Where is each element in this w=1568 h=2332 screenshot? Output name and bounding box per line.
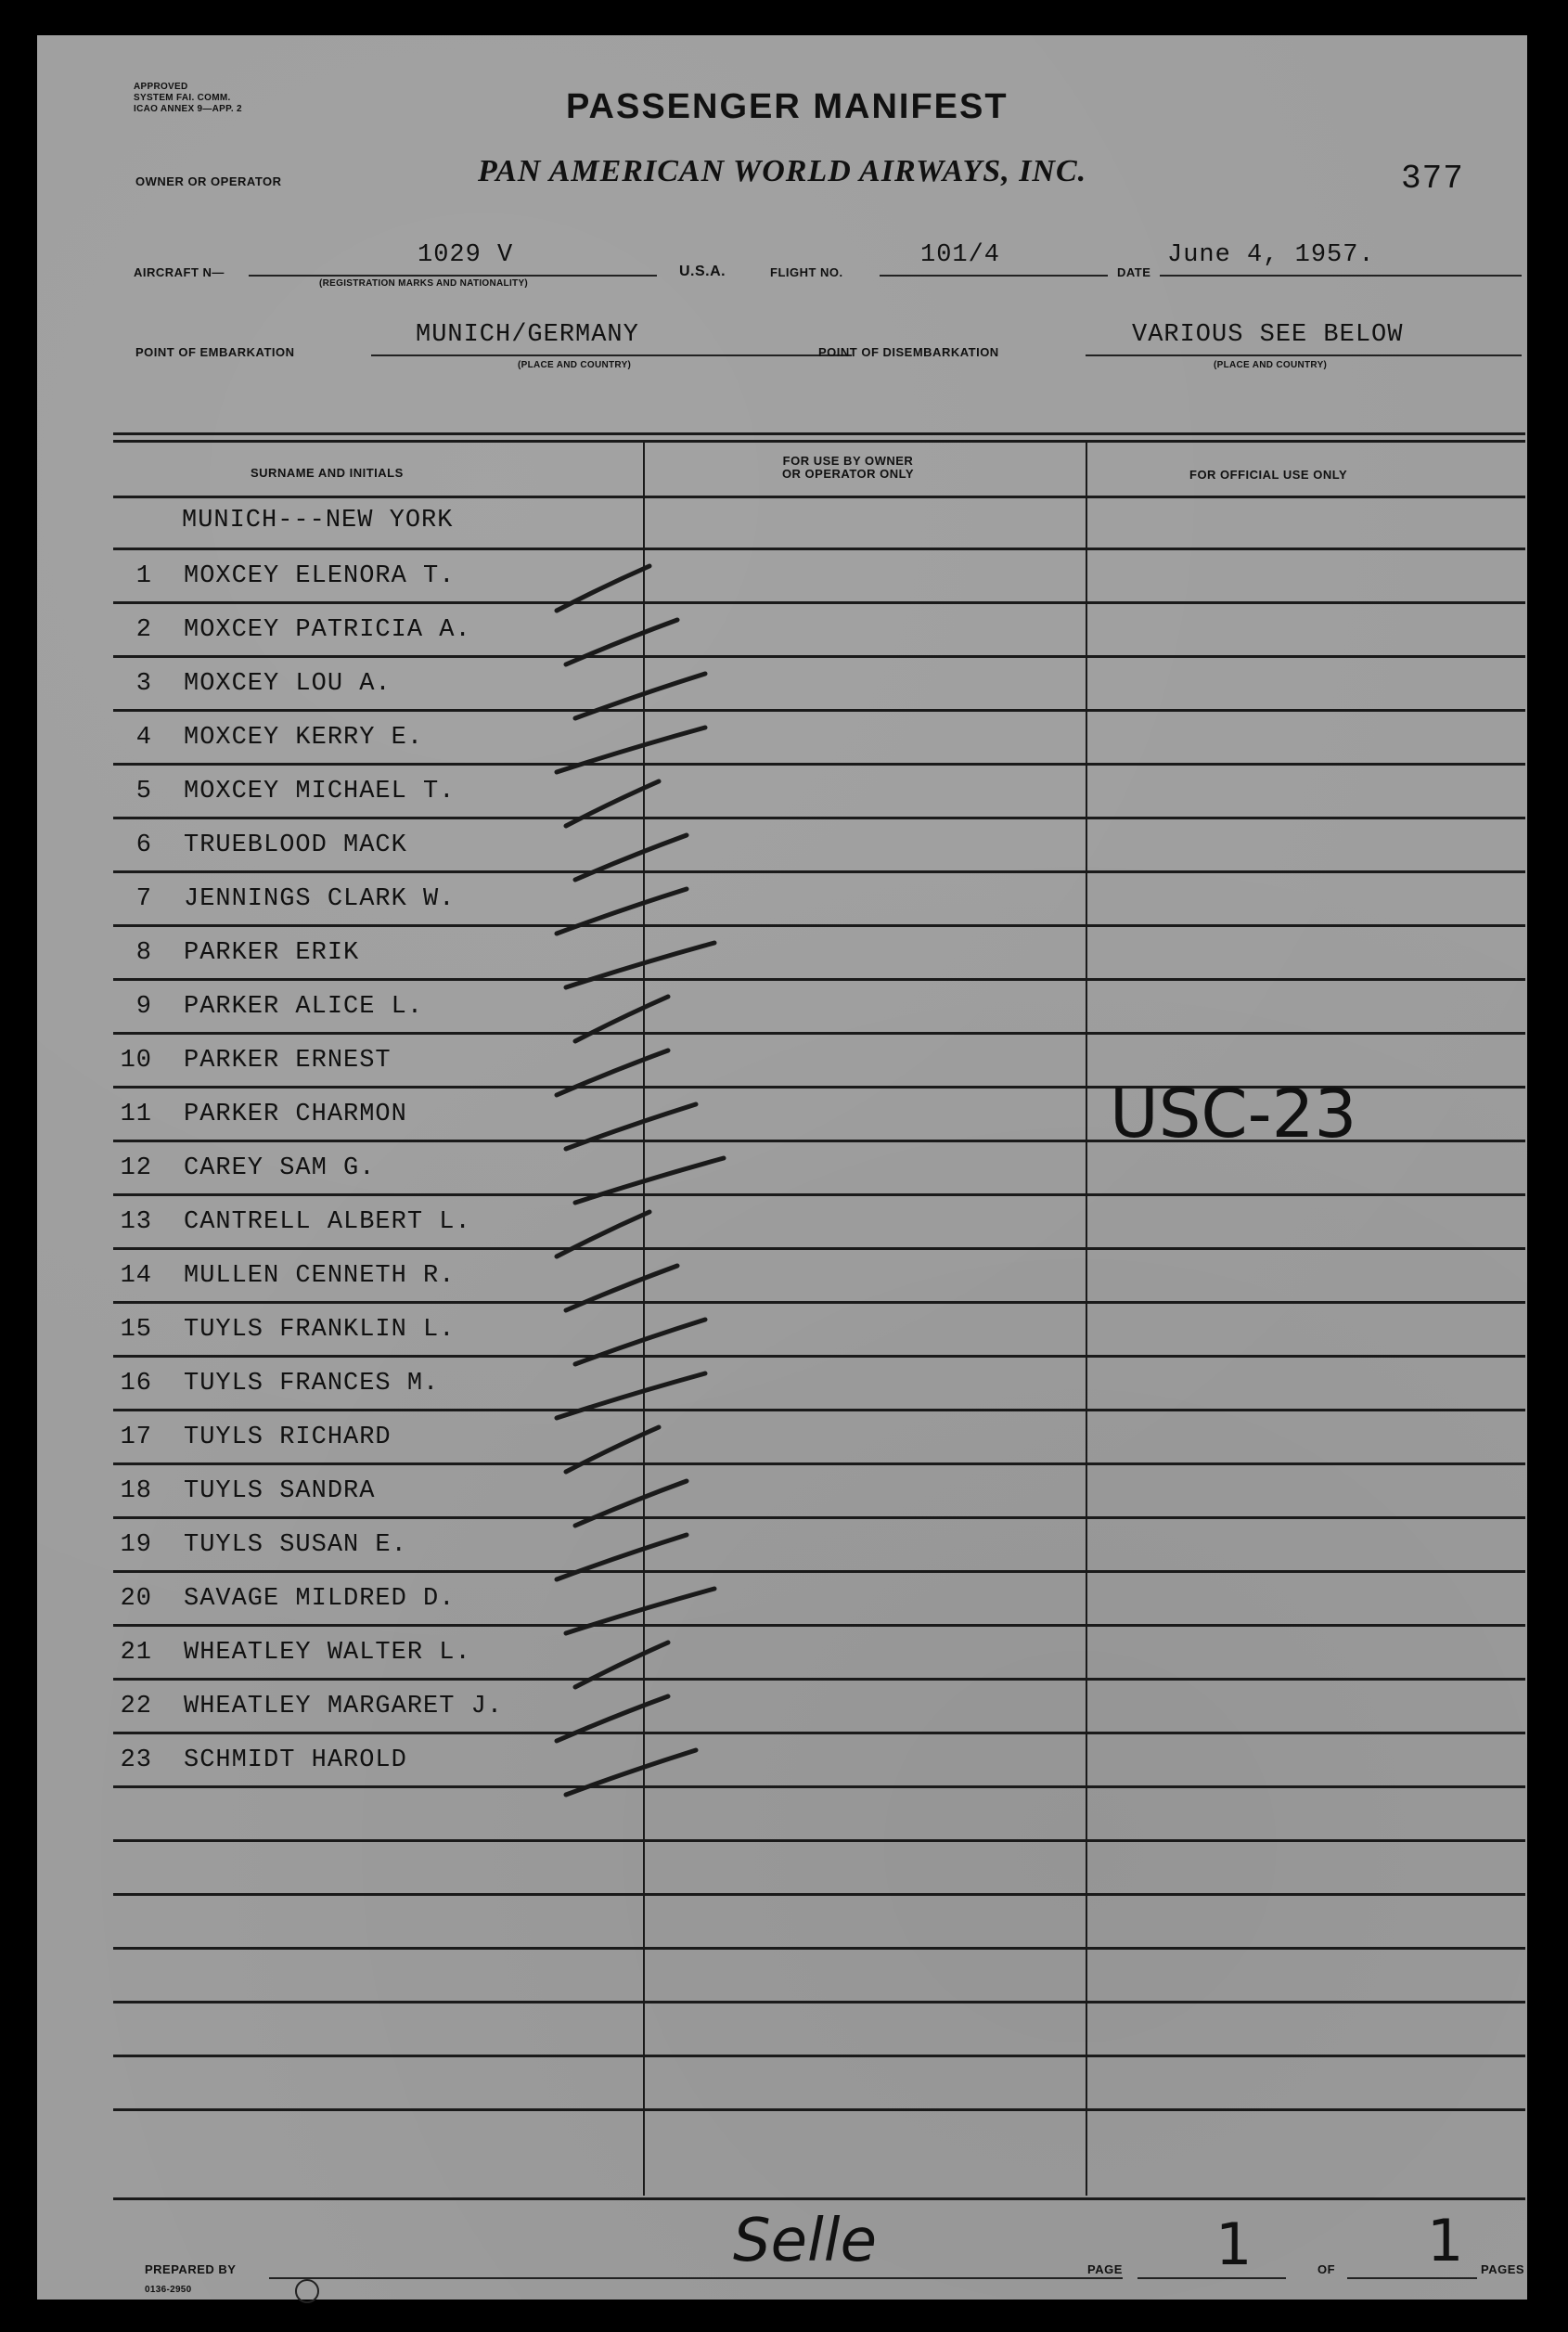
passenger-name: WHEATLEY WALTER L. [184, 1639, 471, 1667]
row-number: 14 [120, 1262, 152, 1290]
flight-label: FLIGHT NO. [770, 265, 843, 279]
registration-caption: (REGISTRATION MARKS AND NATIONALITY) [319, 278, 529, 289]
check-mark [575, 1158, 724, 1203]
passenger-name: TUYLS RICHARD [184, 1424, 392, 1451]
passenger-name: PARKER ALICE L. [184, 993, 424, 1021]
underline [1347, 2277, 1477, 2279]
passenger-name: TUYLS FRANKLIN L. [184, 1316, 456, 1344]
passenger-name: WHEATLEY MARGARET J. [184, 1693, 504, 1720]
check-mark [566, 1266, 677, 1310]
passenger-name: TUYLS SUSAN E. [184, 1531, 407, 1559]
passenger-name: PARKER ERIK [184, 939, 360, 967]
page-label: PAGE [1087, 2262, 1123, 2276]
check-mark [557, 1535, 687, 1579]
footer-rule [113, 2197, 1525, 2200]
passenger-name: CAREY SAM G. [184, 1154, 376, 1182]
check-mark [566, 1427, 659, 1472]
row-number: 3 [135, 670, 152, 698]
row-number: 1 [135, 562, 152, 590]
approval-line: SYSTEM FAI. COMM. [134, 93, 231, 103]
usa-label: U.S.A. [679, 264, 726, 279]
company-name: PAN AMERICAN WORLD AIRWAYS, INC. [478, 154, 1087, 188]
check-mark [566, 620, 677, 664]
row-number: 21 [120, 1639, 152, 1667]
passenger-name: SAVAGE MILDRED D. [184, 1585, 456, 1613]
check-mark [557, 1050, 668, 1095]
disembarkation-value: VARIOUS SEE BELOW [1132, 321, 1404, 349]
row-number: 2 [135, 616, 152, 644]
column-header-name: SURNAME AND INITIALS [251, 466, 404, 480]
row-number: 17 [120, 1424, 152, 1451]
row-number: 8 [135, 939, 152, 967]
passenger-name: CANTRELL ALBERT L. [184, 1208, 471, 1236]
route-label: MUNICH---NEW YORK [182, 507, 454, 535]
disembarkation-caption: (PLACE AND COUNTRY) [1214, 360, 1328, 370]
passenger-name: TUYLS SANDRA [184, 1477, 376, 1505]
page-title: PASSENGER MANIFEST [566, 87, 1009, 126]
passenger-name: MOXCEY MICHAEL T. [184, 778, 456, 805]
form-code: 0136-2950 [145, 2285, 192, 2295]
of-label: OF [1317, 2262, 1336, 2276]
passenger-name: SCHMIDT HAROLD [184, 1746, 407, 1774]
official-note: USC-23 [1110, 1075, 1357, 1153]
passenger-name: TUYLS FRANCES M. [184, 1370, 440, 1398]
approval-line: APPROVED [134, 82, 188, 92]
row-number: 9 [135, 993, 152, 1021]
embarkation-caption: (PLACE AND COUNTRY) [518, 360, 632, 370]
passenger-name: PARKER ERNEST [184, 1047, 392, 1075]
pages-label: PAGES [1481, 2262, 1525, 2276]
row-number: 19 [120, 1531, 152, 1559]
check-mark [566, 1589, 714, 1633]
row-number: 4 [135, 724, 152, 752]
row-number: 15 [120, 1316, 152, 1344]
row-number: 7 [135, 885, 152, 913]
passenger-name: MOXCEY PATRICIA A. [184, 616, 471, 644]
owner-label: OWNER OR OPERATOR [135, 174, 282, 188]
prepared-label: PREPARED BY [145, 2262, 237, 2276]
row-number: 22 [120, 1693, 152, 1720]
row-number: 16 [120, 1370, 152, 1398]
approval-line: ICAO ANNEX 9—APP. 2 [134, 104, 242, 114]
check-marks [37, 35, 1527, 2300]
row-number: 18 [120, 1477, 152, 1505]
row-number: 10 [120, 1047, 152, 1075]
row-number: 23 [120, 1746, 152, 1774]
column-header-official: FOR OFFICIAL USE ONLY [1189, 468, 1348, 482]
check-mark [557, 889, 687, 934]
check-mark [557, 566, 649, 611]
page-total: 1 [1427, 2207, 1464, 2274]
page-reference: 377 [1401, 160, 1464, 198]
passenger-name: TRUEBLOOD MACK [184, 831, 407, 859]
check-mark [575, 1643, 668, 1687]
check-mark [557, 1373, 705, 1418]
page-number: 1 [1215, 2210, 1253, 2278]
column-header-operator-line: FOR USE BY OWNER [782, 454, 914, 468]
check-mark [566, 943, 714, 987]
check-mark [575, 835, 687, 880]
disembarkation-label: POINT OF DISEMBARKATION [818, 345, 999, 359]
flight-value: 101/4 [920, 241, 1001, 269]
embarkation-label: POINT OF EMBARKATION [135, 345, 295, 359]
union-label-icon [295, 2279, 319, 2303]
row-number: 6 [135, 831, 152, 859]
row-number: 5 [135, 778, 152, 805]
passenger-name: MOXCEY LOU A. [184, 670, 392, 698]
row-number: 12 [120, 1154, 152, 1182]
underline [269, 2277, 1123, 2279]
check-mark [566, 1750, 696, 1795]
passenger-name: PARKER CHARMON [184, 1101, 407, 1128]
check-mark [575, 997, 668, 1041]
embarkation-value: MUNICH/GERMANY [416, 321, 639, 349]
column-header-operator-line: OR OPERATOR ONLY [781, 467, 915, 481]
check-mark [557, 1212, 649, 1256]
check-mark [575, 1481, 687, 1526]
check-mark [575, 674, 705, 718]
manifest-sheet [37, 35, 1527, 2300]
aircraft-label: AIRCRAFT N— [134, 265, 225, 279]
passenger-name: JENNINGS CLARK W. [184, 885, 456, 913]
date-value: June 4, 1957. [1167, 241, 1375, 269]
date-label: DATE [1117, 265, 1151, 279]
check-mark [566, 1104, 696, 1149]
row-number: 13 [120, 1208, 152, 1236]
passenger-name: MOXCEY KERRY E. [184, 724, 424, 752]
check-mark [575, 1320, 705, 1364]
check-mark [557, 1696, 668, 1741]
row-number: 11 [120, 1101, 152, 1128]
aircraft-value: 1029 V [418, 241, 514, 269]
check-mark [566, 781, 659, 826]
passenger-name: MOXCEY ELENORA T. [184, 562, 456, 590]
check-mark [557, 728, 705, 772]
row-number: 20 [120, 1585, 152, 1613]
underline [1137, 2277, 1286, 2279]
passenger-name: MULLEN CENNETH R. [184, 1262, 456, 1290]
preparer-signature: Selle [733, 2207, 877, 2275]
